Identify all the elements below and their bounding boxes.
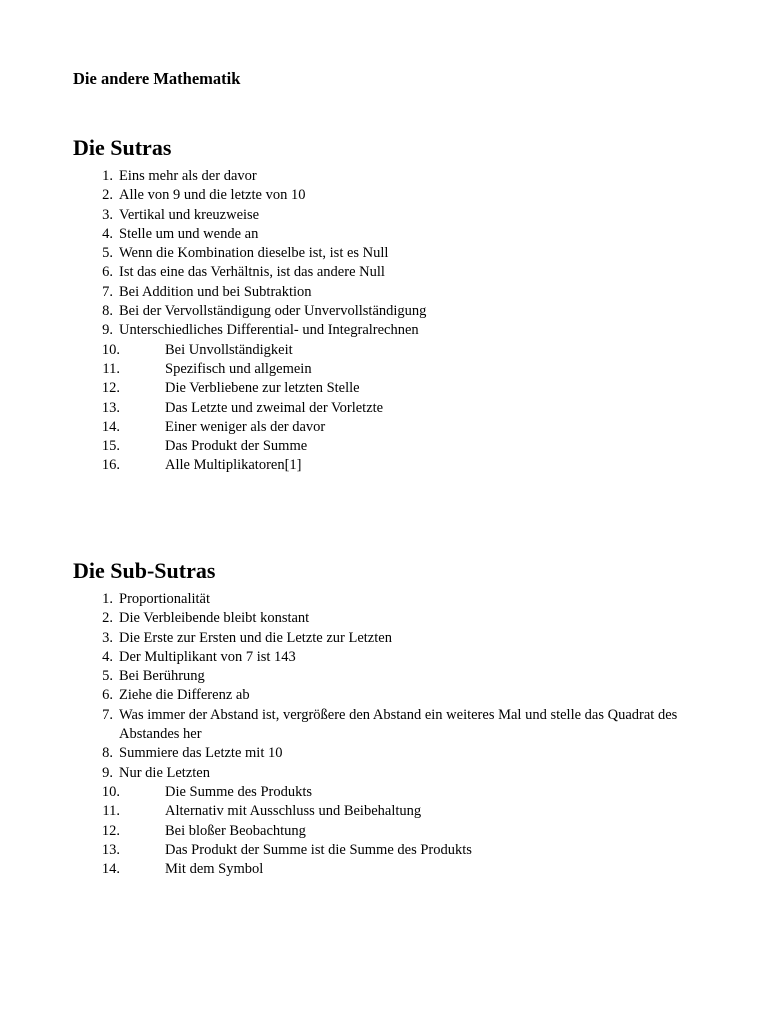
item-text: Die Verbleibende bleibt konstant	[119, 610, 310, 627]
item-text: Alle von 9 und die letzte von 10	[119, 187, 306, 204]
item-text: Vertikal und kreuzweise	[119, 206, 260, 223]
list-item	[73, 302, 713, 321]
item-text: Die Verbliebene zur letzten Stelle	[165, 380, 360, 397]
item-number: 14.	[101, 418, 120, 435]
item-number: 16.	[101, 457, 120, 474]
item-text: Das Produkt der Summe	[165, 438, 308, 455]
list-item	[73, 418, 713, 437]
item-number: 9.	[102, 764, 113, 781]
item-text: Bei bloßer Beobachtung	[165, 822, 306, 839]
item-text: Der Multiplikant von 7 ist 143	[119, 648, 296, 665]
item-number: 11.	[102, 803, 120, 820]
list-item	[73, 667, 713, 686]
item-text: Bei Addition und bei Subtraktion	[119, 283, 312, 300]
item-text: Unterschiedliches Differential- und Integralrechnen	[119, 322, 419, 339]
item-number: 10.	[101, 341, 120, 358]
item-text: Das Letzte und zweimal der Vorletzte	[165, 399, 384, 416]
list-item	[73, 648, 713, 667]
list-item	[73, 186, 713, 205]
list-item	[73, 802, 713, 821]
item-text: Ziehe die Differenz ab	[119, 687, 250, 704]
item-number: 3.	[102, 629, 113, 646]
item-number: 5.	[102, 668, 113, 685]
list-item	[73, 437, 713, 456]
item-number: 4.	[102, 648, 113, 665]
item-text: Alternativ mit Ausschluss und Beibehaltung	[165, 803, 422, 820]
list-item	[73, 841, 713, 860]
item-text: Ist das eine das Verhältnis, ist das andere Null	[119, 264, 385, 281]
list-item	[73, 744, 713, 763]
item-text: Summiere das Letzte mit 10	[119, 745, 283, 762]
item-number: 15.	[101, 438, 120, 455]
item-number: 11.	[102, 360, 120, 377]
item-text: Nur die Letzten	[119, 764, 210, 781]
list-item	[73, 764, 713, 783]
item-number: 3.	[102, 206, 113, 223]
item-text: Wenn die Kombination dieselbe ist, ist es Null	[119, 245, 389, 262]
item-text: Spezifisch und allgemein	[165, 360, 312, 377]
item-number: 12.	[101, 380, 120, 397]
item-text: Bei der Vervollständigung oder Unvervollständigung	[119, 303, 427, 320]
item-text: Stelle um und wende an	[119, 225, 259, 242]
item-number: 2.	[102, 187, 113, 204]
item-text: Das Produkt der Summe ist die Summe des Produkts	[165, 841, 472, 858]
item-number: 9.	[102, 322, 113, 339]
item-number: 8.	[102, 745, 113, 762]
item-number: 1.	[102, 168, 113, 184]
item-number: 7.	[102, 283, 113, 300]
item-number: 13.	[101, 841, 120, 858]
item-text: Mit dem Symbol	[165, 861, 264, 878]
item-text: Einer weniger als der davor	[165, 418, 326, 435]
list-item	[73, 263, 713, 282]
list-item	[73, 822, 713, 841]
sub-sutras-heading: Die Sub-Sutras	[73, 558, 216, 583]
list-item	[73, 341, 713, 360]
list-item	[73, 590, 713, 609]
list-item	[73, 686, 713, 705]
item-text: Bei Unvollständigkeit	[165, 341, 293, 358]
item-number: 6.	[102, 687, 113, 704]
list-item	[73, 629, 713, 648]
item-text: Eins mehr als der davor	[119, 168, 257, 184]
item-number: 1.	[102, 591, 113, 607]
item-text: Proportionalität	[119, 591, 211, 607]
list-item	[73, 360, 713, 379]
section-sutras	[73, 134, 713, 476]
sutras-list	[73, 167, 713, 476]
item-text: Die Summe des Produkts	[165, 783, 313, 800]
list-item	[73, 783, 713, 802]
item-number: 5.	[102, 245, 113, 262]
item-text: Bei Berührung	[119, 668, 205, 685]
list-item	[73, 225, 713, 244]
list-item	[73, 379, 713, 398]
sub-sutras-list	[73, 590, 713, 879]
item-number: 6.	[102, 264, 113, 281]
list-item	[73, 860, 713, 879]
item-number: 8.	[102, 303, 113, 320]
list-item	[73, 206, 713, 225]
list-item	[73, 609, 713, 628]
list-item	[73, 167, 713, 186]
list-item	[73, 283, 713, 302]
item-number: 14.	[101, 861, 120, 878]
item-number: 7.	[102, 706, 113, 723]
sutras-heading: Die Sutras	[73, 135, 172, 160]
item-text: Was immer der Abstand ist, vergrößere den Abstand ein weiteres Mal und stelle das Quadrat des Abstandes her	[119, 706, 678, 743]
list-item	[73, 244, 713, 263]
list-item	[73, 321, 713, 340]
item-number: 13.	[101, 399, 120, 416]
item-number: 4.	[102, 225, 113, 242]
item-text: Alle Multiplikatoren[1]	[165, 457, 302, 474]
document-title: Die andere Mathematik	[73, 69, 241, 88]
list-item	[73, 706, 713, 745]
item-number: 2.	[102, 610, 113, 627]
list-item	[73, 399, 713, 418]
item-number: 12.	[101, 822, 120, 839]
list-item	[73, 456, 713, 475]
section-sub-sutras	[73, 557, 713, 879]
item-number: 10.	[101, 783, 120, 800]
item-text: Die Erste zur Ersten und die Letzte zur Letzten	[119, 629, 392, 646]
